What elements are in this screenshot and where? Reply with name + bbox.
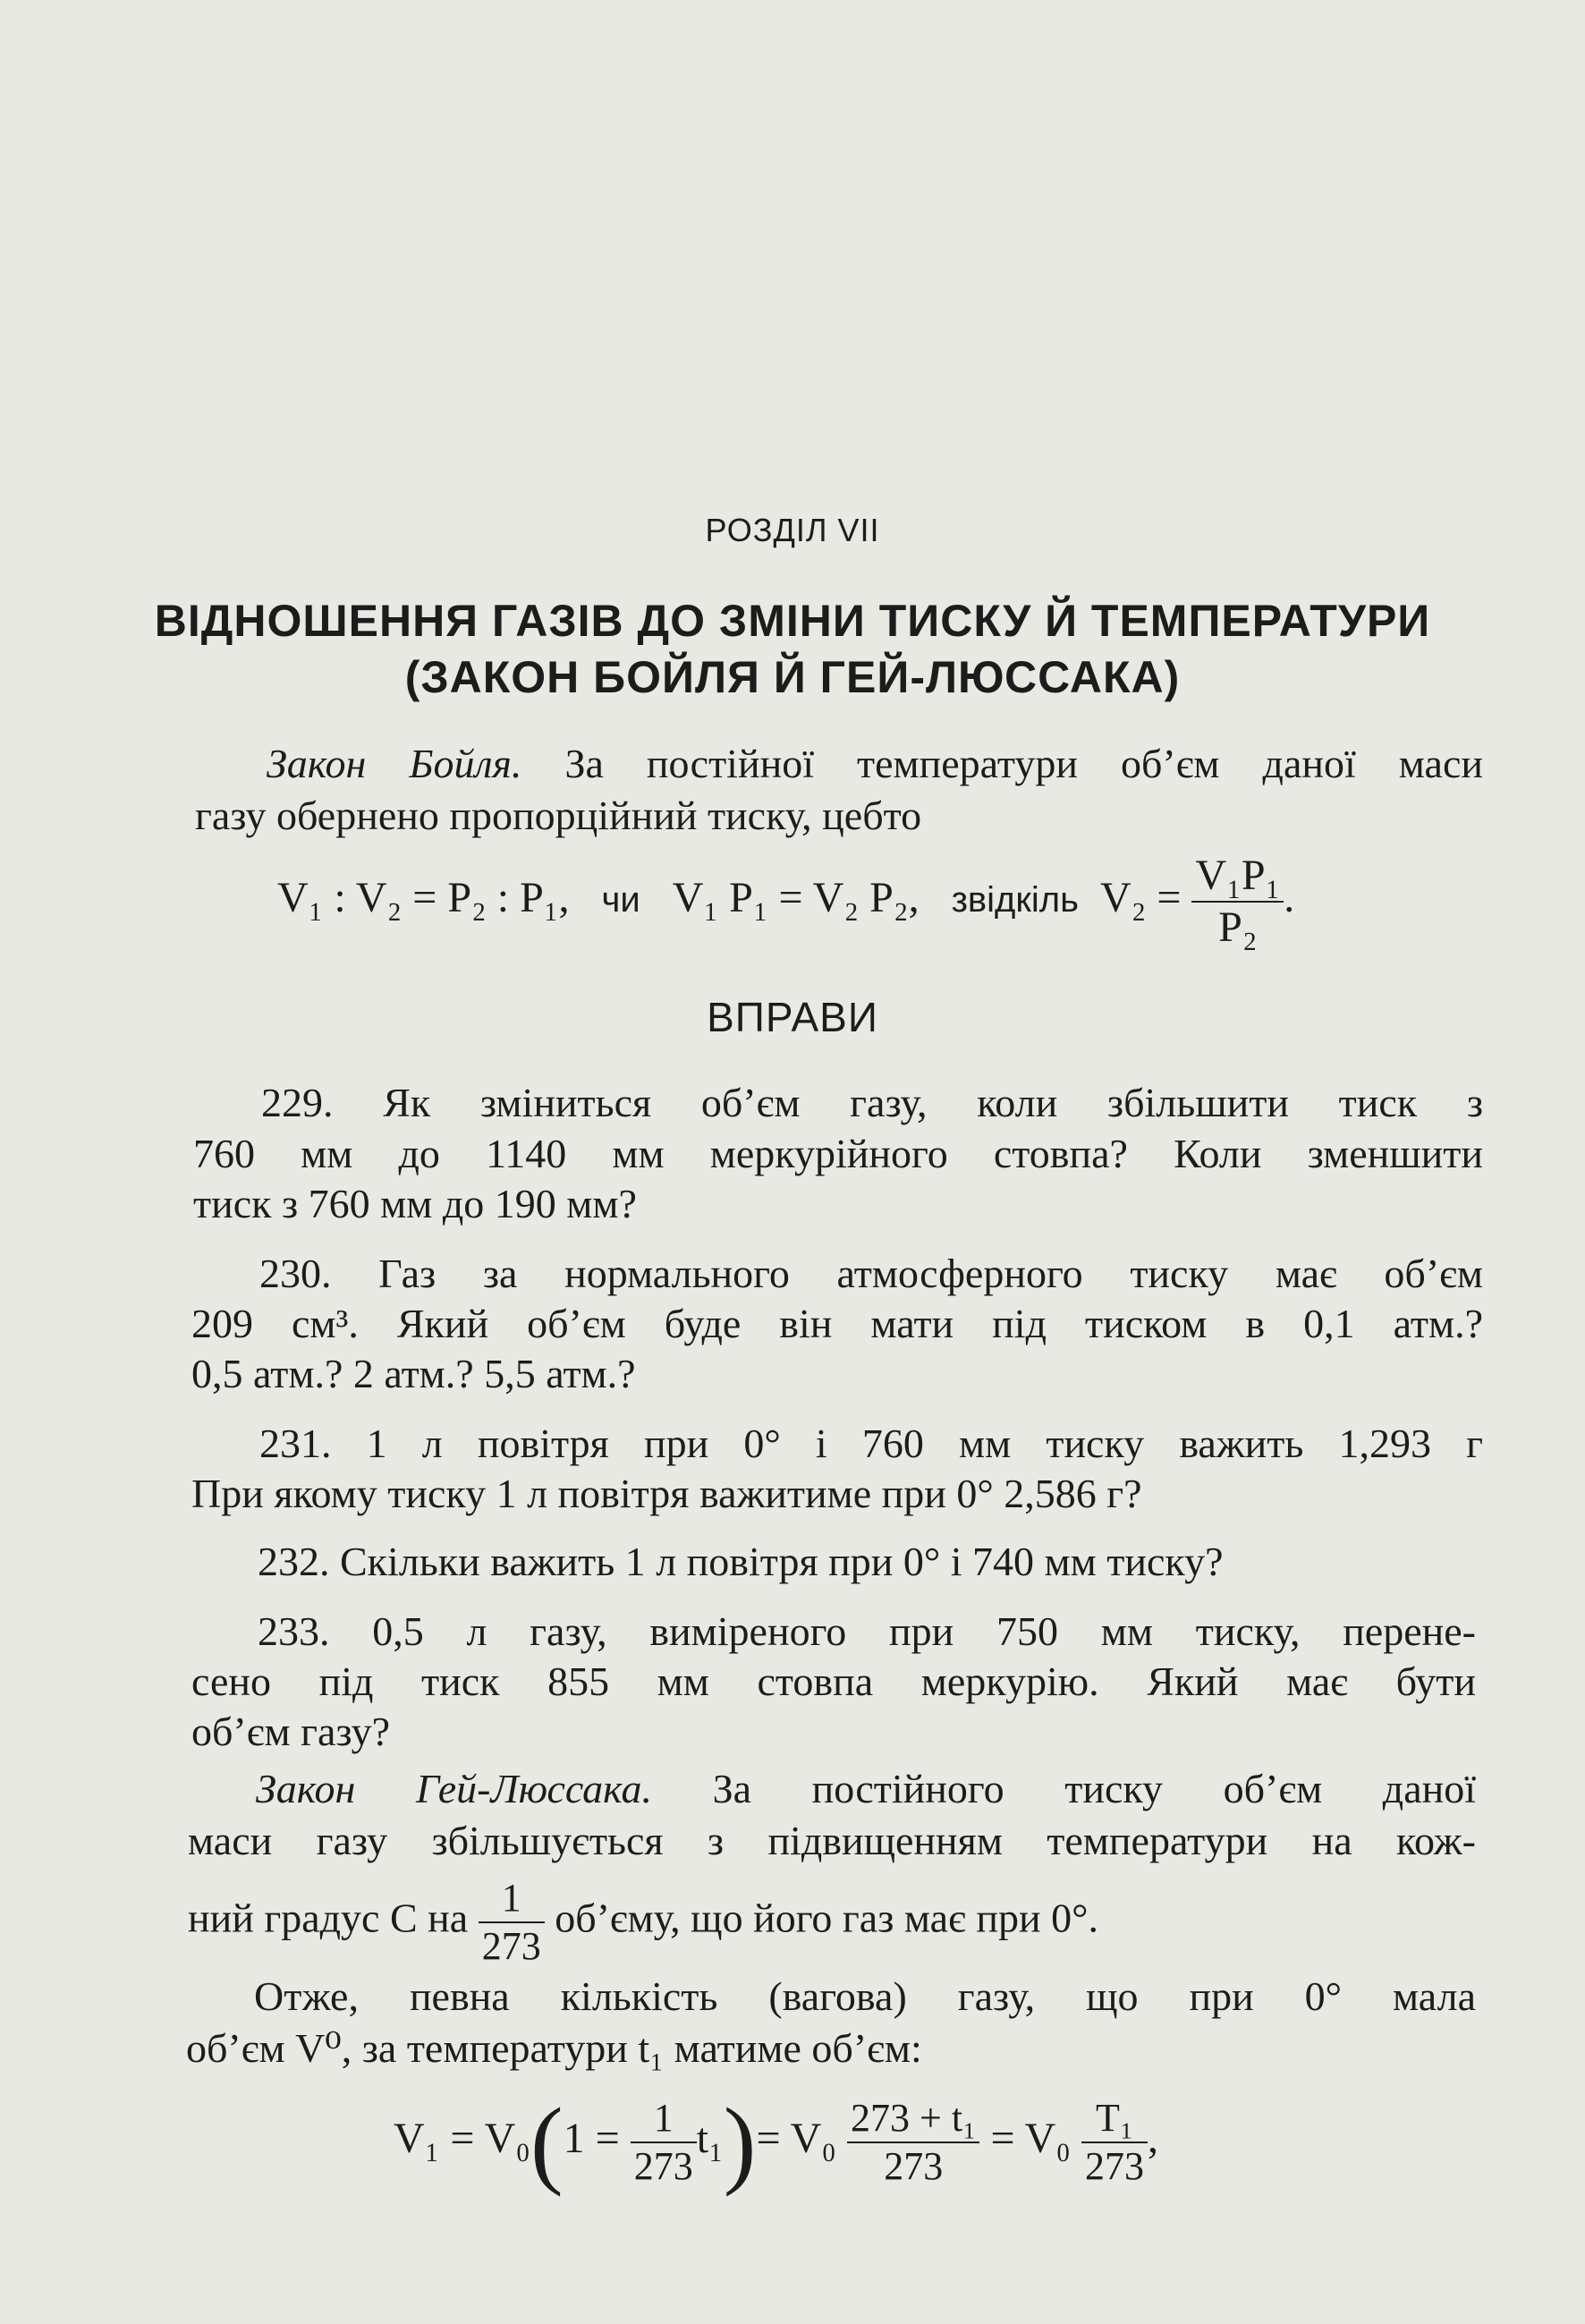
gaylussac-formula xyxy=(394,2088,1159,2197)
gaylussac-paragraph-line2: маси газу збільшується з підвищенням температури на кож- xyxy=(188,1818,1476,1863)
boyle-text-1: За постійної температури об’єм даної маси xyxy=(564,741,1483,786)
exercise-231-line2: При якому тиску 1 л повітря важитиме при 0° 2,586 г? xyxy=(191,1471,1142,1516)
fraction-numerator: V₁P₁ xyxy=(1191,854,1284,903)
otzhe-paragraph-line2: об’єм V⁰, за температури t₁ матиме об’єм: xyxy=(186,2025,922,2071)
formula-eq-v0: = V₀ xyxy=(756,2115,837,2163)
chapter-heading: РОЗДІЛ VII xyxy=(705,512,880,548)
formula-eq-v0b: = V₀ xyxy=(990,2115,1072,2163)
formula-lhs: V₂ = xyxy=(1099,874,1182,922)
exercise-230-line3: 0,5 атм.? 2 атм.? 5,5 атм.? xyxy=(191,1351,636,1396)
exercises-heading: ВПРАВИ xyxy=(707,994,878,1040)
formula-fraction xyxy=(1191,854,1284,949)
exercise-231-line1: 231. 1 л повітря при 0° і 760 мм тиску важить 1,293 г xyxy=(259,1421,1483,1466)
chapter-title-line1: ВІДНОШЕННЯ ГАЗІВ ДО ЗМІНИ ТИСКУ Й ТЕМПЕРАТУРИ xyxy=(154,596,1431,646)
boyle-formula xyxy=(277,854,1294,949)
fraction-denominator: 273 xyxy=(481,1924,541,1968)
gaylussac-paragraph-line3 xyxy=(188,1876,1098,1968)
formula-period: . xyxy=(1284,874,1295,922)
formula-fraction-2 xyxy=(847,2096,979,2188)
fraction-numerator: 1 xyxy=(479,1879,545,1923)
gaylussac-text-1: За постійного тиску об’єм даної xyxy=(712,1766,1477,1811)
formula-t1: t₁ xyxy=(696,2115,724,2163)
chapter-title-line2: (ЗАКОН БОЙЛЯ Й ГЕЙ-ЛЮССАКА) xyxy=(404,652,1181,702)
exercise-230-line2: 209 см³. Який об’єм буде він мати під тиском в 0,1 атм.? xyxy=(191,1301,1483,1346)
gaylussac-law-label: Закон Гей-Люссака. xyxy=(256,1766,652,1811)
exercise-230-line1: 230. Газ за нормального атмосферного тиску має об’єм xyxy=(259,1251,1483,1296)
formula-fraction-1 xyxy=(631,2096,697,2188)
formula-one-eq: 1 = xyxy=(563,2115,620,2163)
fraction-denominator: 273 xyxy=(633,2144,693,2188)
exercise-229-line3: тиск з 760 мм до 190 мм? xyxy=(193,1181,637,1226)
formula-comma: , xyxy=(1148,2115,1159,2163)
exercise-229-line1: 229. Як зміниться об’єм газу, коли збільшити тиск з xyxy=(261,1080,1483,1125)
fraction-denominator: P₂ xyxy=(1218,903,1258,951)
boyle-paragraph-line2: газу обернено пропорційний тиску, цебто xyxy=(195,793,922,838)
fraction-numerator: T₁ xyxy=(1081,2099,1148,2143)
exercise-233-line2: сено під тиск 855 мм стовпа меркурію. Який має бути xyxy=(191,1658,1476,1704)
gaylussac-text-after: об’єму, що його газ має при 0°. xyxy=(555,1895,1098,1941)
gaylussac-paragraph-line1 xyxy=(256,1764,1476,1814)
gaylussac-fraction xyxy=(479,1876,545,1968)
formula-chi: чи xyxy=(601,880,640,920)
fraction-denominator: 273 xyxy=(884,2144,944,2188)
fraction-numerator: 1 xyxy=(631,2099,697,2143)
exercise-232-line1: 232. Скільки важить 1 л повітря при 0° і 740 мм тиску? xyxy=(258,1539,1224,1584)
fraction-denominator: 273 xyxy=(1085,2144,1145,2188)
formula-product: V₁ P₁ = V₂ P₂, xyxy=(672,874,920,922)
formula-close-paren: ) xyxy=(723,2088,757,2197)
gaylussac-text-before: ний градус С на xyxy=(188,1895,469,1941)
exercise-233-line1: 233. 0,5 л газу, виміреного при 750 мм тиску, перене- xyxy=(258,1608,1476,1654)
fraction-numerator: 273 + t₁ xyxy=(847,2099,979,2143)
exercise-229-line2: 760 мм до 1140 мм меркурійного стовпа? Коли зменшити xyxy=(193,1131,1483,1176)
otzhe-paragraph-line1: Отже, певна кількість (вагова) газу, що при 0° мала xyxy=(254,1973,1476,2019)
boyle-law-label: Закон Бойля. xyxy=(267,741,522,786)
exercise-233-line3: об’єм газу? xyxy=(191,1709,390,1754)
formula-zvidkil: звідкіль xyxy=(951,880,1079,920)
formula-open-paren: ( xyxy=(530,2088,564,2197)
formula-fraction-3 xyxy=(1081,2096,1148,2188)
formula-lhs: V₁ = V₀ xyxy=(394,2115,530,2163)
formula-ratio: V₁ : V₂ = P₂ : P₁, xyxy=(277,874,570,922)
boyle-paragraph-line1 xyxy=(267,739,1483,789)
